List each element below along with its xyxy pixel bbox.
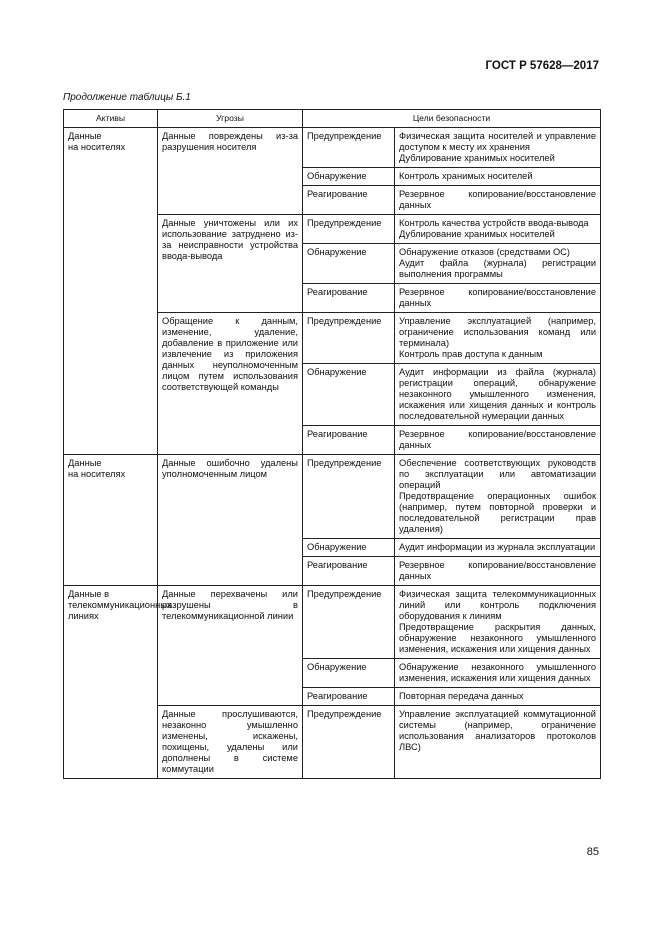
measure-line: Физическая защита носителей и управление доступом к месту их хранения	[399, 131, 597, 152]
measure-line: Управление эксплуатацией коммутационной системы (например, ограничение использования анализаторов протоколов ЛВС)	[399, 709, 597, 752]
measure-line: Управление эксплуатацией (например, ограничение использования команд или терминала)	[399, 316, 597, 348]
goal-type-cell: Реагирование	[303, 426, 395, 455]
column-header-threats: Угрозы	[158, 110, 303, 128]
measures-cell	[395, 659, 601, 688]
measures-cell	[395, 364, 601, 426]
table-row	[64, 586, 601, 659]
measures-cell	[395, 168, 601, 186]
asset-cell: Данные на носителях	[64, 455, 158, 586]
goal-type-cell: Предупреждение	[303, 455, 395, 539]
table-header-row	[64, 110, 601, 128]
measures-cell	[395, 186, 601, 215]
measure-line: Контроль качества устройств ввода-вывода	[399, 218, 589, 228]
goal-type-cell: Реагирование	[303, 186, 395, 215]
measures-cell	[395, 688, 601, 706]
goal-type-cell: Реагирование	[303, 557, 395, 586]
measure-line: Контроль прав доступа к данным	[399, 349, 543, 359]
table-row	[64, 455, 601, 539]
table-body	[64, 128, 601, 779]
measures-cell	[395, 455, 601, 539]
measure-line: Обнаружение отказов (средствами ОС)	[399, 247, 570, 257]
security-goals-table	[63, 109, 601, 779]
measure-line: Контроль хранимых носителей	[399, 171, 533, 181]
measures-cell	[395, 128, 601, 168]
measure-line: Повторная передача данных	[399, 691, 524, 701]
measures-cell	[395, 284, 601, 313]
measure-line: Резервное копирование/восстановление данных	[399, 287, 597, 308]
measure-line: Резервное копирование/восстановление данных	[399, 560, 597, 581]
measures-cell	[395, 426, 601, 455]
threat-cell: Данные ошибочно удалены уполномоченным лицом	[158, 455, 303, 586]
asset-cell: Данные на носителях	[64, 128, 158, 455]
threat-cell: Данные перехвачены или разрушены в телекоммуникационной линии	[158, 586, 303, 706]
measure-line: Физическая защита телекоммуникационных линий или контроль подключения оборудования к линиям	[399, 589, 597, 621]
goal-type-cell: Предупреждение	[303, 215, 395, 244]
column-header-security-goals: Цели безопасности	[303, 110, 601, 128]
measures-cell	[395, 586, 601, 659]
measures-cell	[395, 557, 601, 586]
measure-line: Дублирование хранимых носителей	[399, 229, 555, 239]
goal-type-cell: Обнаружение	[303, 539, 395, 557]
page-number: 85	[586, 846, 599, 858]
measures-cell	[395, 706, 601, 779]
measure-line: Дублирование хранимых носителей	[399, 153, 555, 163]
measures-cell	[395, 215, 601, 244]
measures-cell	[395, 313, 601, 364]
measure-line: Обеспечение соответствующих руководств по эксплуатации или автоматизации операций	[399, 458, 597, 490]
goal-type-cell: Предупреждение	[303, 313, 395, 364]
goal-type-cell: Обнаружение	[303, 659, 395, 688]
goal-type-cell: Реагирование	[303, 284, 395, 313]
measure-line: Резервное копирование/восстановление данных	[399, 189, 597, 210]
table-caption: Продолжение таблицы Б.1	[63, 92, 191, 103]
threat-cell: Обращение к данным, изменение, удаление, добавление в приложение или извлечение из приложения данных неуполномоченным лицом путем использования соответствующей команды	[158, 313, 303, 455]
measure-line: Предотвращение раскрытия данных, обнаружение незаконного умышленного изменения, искажения или хищения данных	[399, 622, 597, 654]
asset-cell: Данные в телекоммуникационных линиях	[64, 586, 158, 779]
goal-type-cell: Предупреждение	[303, 128, 395, 168]
measures-cell	[395, 244, 601, 284]
measure-line: Обнаружение незаконного умышленного изменения, искажения или хищения данных	[399, 662, 597, 683]
goal-type-cell: Реагирование	[303, 688, 395, 706]
measure-line: Аудит информации из файла (журнала) регистрации операций, обнаружение незаконного умышленного изменения, искажения или хищения данных и контроль последовательной нумерации данных	[399, 367, 597, 421]
document-code: ГОСТ Р 57628—2017	[485, 60, 599, 72]
measure-line: Предотвращение операционных ошибок (например, путем повторной проверки и последовательной регистрации прав удаления)	[399, 491, 597, 534]
goal-type-cell: Предупреждение	[303, 586, 395, 659]
measures-cell	[395, 539, 601, 557]
goal-type-cell: Обнаружение	[303, 364, 395, 426]
table-row	[64, 128, 601, 168]
threat-cell: Данные уничтожены или их использование затруднено из-за неисправности устройства ввода-вывода	[158, 215, 303, 313]
goal-type-cell: Обнаружение	[303, 168, 395, 186]
threat-cell: Данные повреждены из-за разрушения носителя	[158, 128, 303, 215]
goal-type-cell: Предупреждение	[303, 706, 395, 779]
measure-line: Аудит файла (журнала) регистрации выполнения программы	[399, 258, 597, 279]
measure-line: Аудит информации из журнала эксплуатации	[399, 542, 596, 552]
threat-cell: Данные прослушиваются, незаконно умышленно изменены, искажены, похищены, удалены или дополнены в системе коммутации	[158, 706, 303, 779]
column-header-assets: Активы	[64, 110, 158, 128]
measure-line: Резервное копирование/восстановление данных	[399, 429, 597, 450]
goal-type-cell: Обнаружение	[303, 244, 395, 284]
